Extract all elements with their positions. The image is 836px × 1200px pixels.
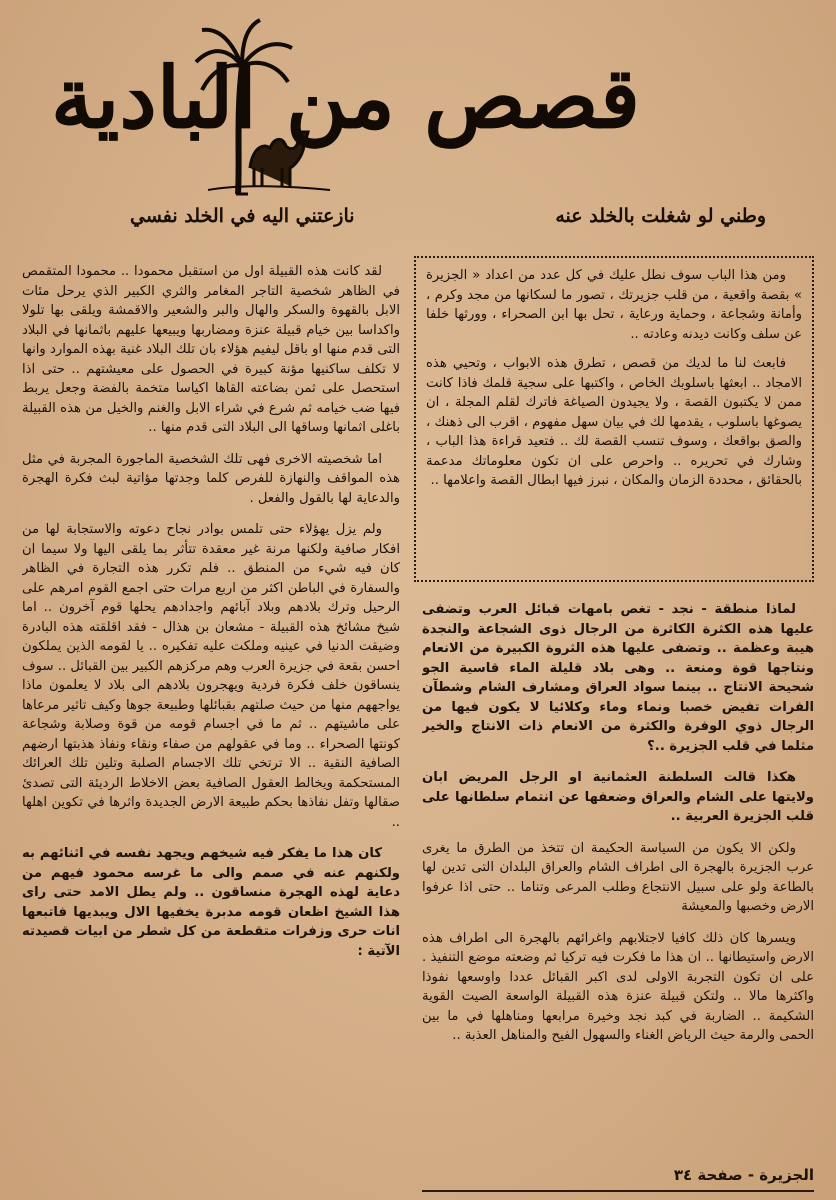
intro-paragraph: ومن هذا الباب سوف نطل عليك في كل عدد من اعداد « الجزيرة » بقصة واقعية ، من قلب جزيرتك ، تصور ما لسكانها من مجد وكرم ، وأمانة وشجاعة ، وحماية ورعاية ، تحل بها ابن الصحراء ، وورثها خلفا عن سلف وكانت ديدنه وعادته .. (426, 268, 802, 342)
page-title: قصص من البادية (50, 48, 640, 147)
verse-first-hemistich: وطني لو شغلت بالخلد عنه (555, 205, 766, 227)
verse-second-hemistich: نازعتني اليه في الخلد نفسي (130, 205, 355, 227)
story-paragraph: ولكن الا يكون من السياسة الحكيمة ان تتخذ من الطرق ما يغرى عرب الجزيرة بالهجرة الى اطراف الشام والعراق البلدان التى تدين لها بالطاعة ولو على سبيل الانتجاع وطلب المرعى وتناما .. حتى اذا عرفوا الارض وخصبها والمعيشة (422, 840, 814, 914)
footer-rule (422, 1190, 814, 1192)
story-paragraph: لقد كانت هذه القبيلة اول من استقبل محمودا .. محمودا المتقمص في الظاهر شخصية التاجر المغامر والثري الكبير الذي يرحل مئات الابل بالقهوة والسكر والهال والبر والشعير والاقمشة ويلقى بها تلولا واكداسا بين خيام قبيلة عنزة ومضاربها ويبيعها عليهم باثمانها في البلاد التى قدم منها او باقل ليفيم هؤلاء بان تلك البلاد غنية بهذه الموارد وانها لا تكلف ساكنيها مؤنة كبيرة في الحصول على معيشتهم .. حتى اذا استحصل على ثمن بضاعته القاها اكياسا متخمة بالفضة وجعل يربط فيها ضب خيامه ثم شرع في شراء الابل والغنم والخيل من هذه القبيلة باغلى اثمانها وساقها الى البلاد التى قدم منها .. (22, 264, 400, 435)
story-paragraph: ويسرها كان ذلك كافيا لاجتلابهم واغرائهم بالهجرة الى اطراف هذه الارض واستيطانها .. ان هذا ما فكرت فيه تركيا ثم وضعته موضع التنفيذ . على ان تكون التجربة الاولى لدى اكبر القبائل عددا واوسعها نفوذا واكثرها مالا .. ولتكن قبيلة عنزة هذه القبيلة الواسعة الصيت القوية الشكيمة .. الضاربة في كبد نجد وخيرة مرابعها ومناهلها في ما بين الحمى والرمة حيث الرياض الغناء والسهول الفيح والمناهل العذبة .. (422, 930, 814, 1043)
intro-box (414, 256, 814, 582)
page-footer: الجزيرة - صفحة ٣٤ (673, 1166, 814, 1184)
story-paragraph: لماذا منطقة - نجد - تغص بامهات قبائل العرب وتضفى عليها هذه الكثرة الكاثرة من الرجال ذوى الشجاعة والنجدة هيبة وعظمة .. وتضفى عليها هذه الثروة الكبيرة من الانعام ونتاجها قوة ومنعة .. وهى بلاد قليلة الماء قاسية الجو شحيحة الانتاج .. بينما سواد العراق ومشارف الشام وشطآن الفرات تفيض خصبا ونماء وماء وكلائيا لا يكون فيها من الرجال ذوي الوفرة والكثرة من الانعام ذات الانتاج والخير مثلما في قلب الجزيرة ..؟ (422, 602, 814, 754)
right-column (422, 600, 814, 1046)
left-column (22, 262, 400, 961)
intro-paragraph: فابعث لنا ما لديك من قصص ، تطرق هذه الابواب ، وتحيي هذه الامجاد .. ابعثها باسلوبك الخاص ، واكتبها على سجية قلمك فاذا كانت ممن لا يكتبون القصة ، ولا يجيدون الصياغة فاترك لقلم المجلة ، ان يصوغها باسلوب ، يقدمها لك في بيان سهل مفهوم ، اقرب الى ذهنك ، والصق بواقعك ، وسوف تنسب القصة لك .. فتعيد قراءة هذا الباب ، وشارك في تحريره .. واحرص على ان تكون معلوماتك مدعمة بالحقائق ، محددة الزمان والمكان ، نبرز فيها ابطال القصة واعلامها .. (426, 356, 802, 488)
story-paragraph: ولم يزل يهؤلاء حتى تلمس بوادر نجاح دعوته والاستجابة لها من افكار صافية ولكنها مرنة غير معقدة تتأثر بما يلقى اليها ولا سيما ان كان فيه شيء من المنطق .. فلم تكرر هذه التجارة في الظاهر والسفارة في الباطن اكثر من اربع مرات حتى اجمع القوم امرهم على الرحيل وترك بلادهم وبلاد آبائهم واجدادهم يحلها قوم آخرون .. اما شيخ مشائخ هذه القبيلة - مشعان بن هذال - فقد اقلقته هذه البادرة وضيقت الدنيا في عينيه وملكت عليه تفكيره .. يا لقومه الذين يملكون احسن بقعة في جزيرة العرب وهم مركزهم الكبير بين القبائل .. سوف ينساقون خلف فكرة فردية ويهجرون بلادهم الى بلاد لا يعلمون ماذا يواجههم منها من حيث صلتهم بقبائلها وطبيعة جوها وكيف تاثير مرعاها على ماشيتهم .. ثم ما في اجسام قومه من قوة وصلابة وشجاعة كونتها الصحراء .. وما في عقولهم من صفاء ونقاء ونفاذ هذبتها ارضهم الصافية النقية .. الا ترتخي تلك الاجسام الصلبة وتلين تلك العرائك المستحكمة ويخالط العقول الصافية بعض الاخلاط الرديئة التى تصدئ صقالها وتفل نفاذها بحكم طبيعة الارض الجديدة واثرها في تكوين اهلها .. (22, 522, 400, 830)
story-paragraph: اما شخصيته الاخرى فهى تلك الشخصية الماجورة المجربة في مثل هذه المواقف والنهازة للفرص كلما وجدتها مؤاتية لبث فكرة الهجرة والدعاية لها بالقول والفعل . (22, 451, 400, 506)
story-paragraph: هكذا قالت السلطنة العثمانية او الرجل المريض ابان ولايتها على الشام والعراق وضعفها عن انتمام سلطانها على قلب الجزيرة العربية .. (422, 770, 814, 824)
story-paragraph: كان هذا ما يفكر فيه شيخهم ويجهد نفسه في اثنائهم به ولكنهم عنه في صمم والى ما غرسه محمود فيهم من دعاية لهذه الهجرة منساقون .. ولم يطل الامد حتى راى هذا الشيخ اظعان قومه مدبرة يخفيها الال ويبديها فاتبعها انات حرى وزفرات متقطعة من كل شطر من ابيات قصيدته الآتية : (22, 846, 400, 959)
